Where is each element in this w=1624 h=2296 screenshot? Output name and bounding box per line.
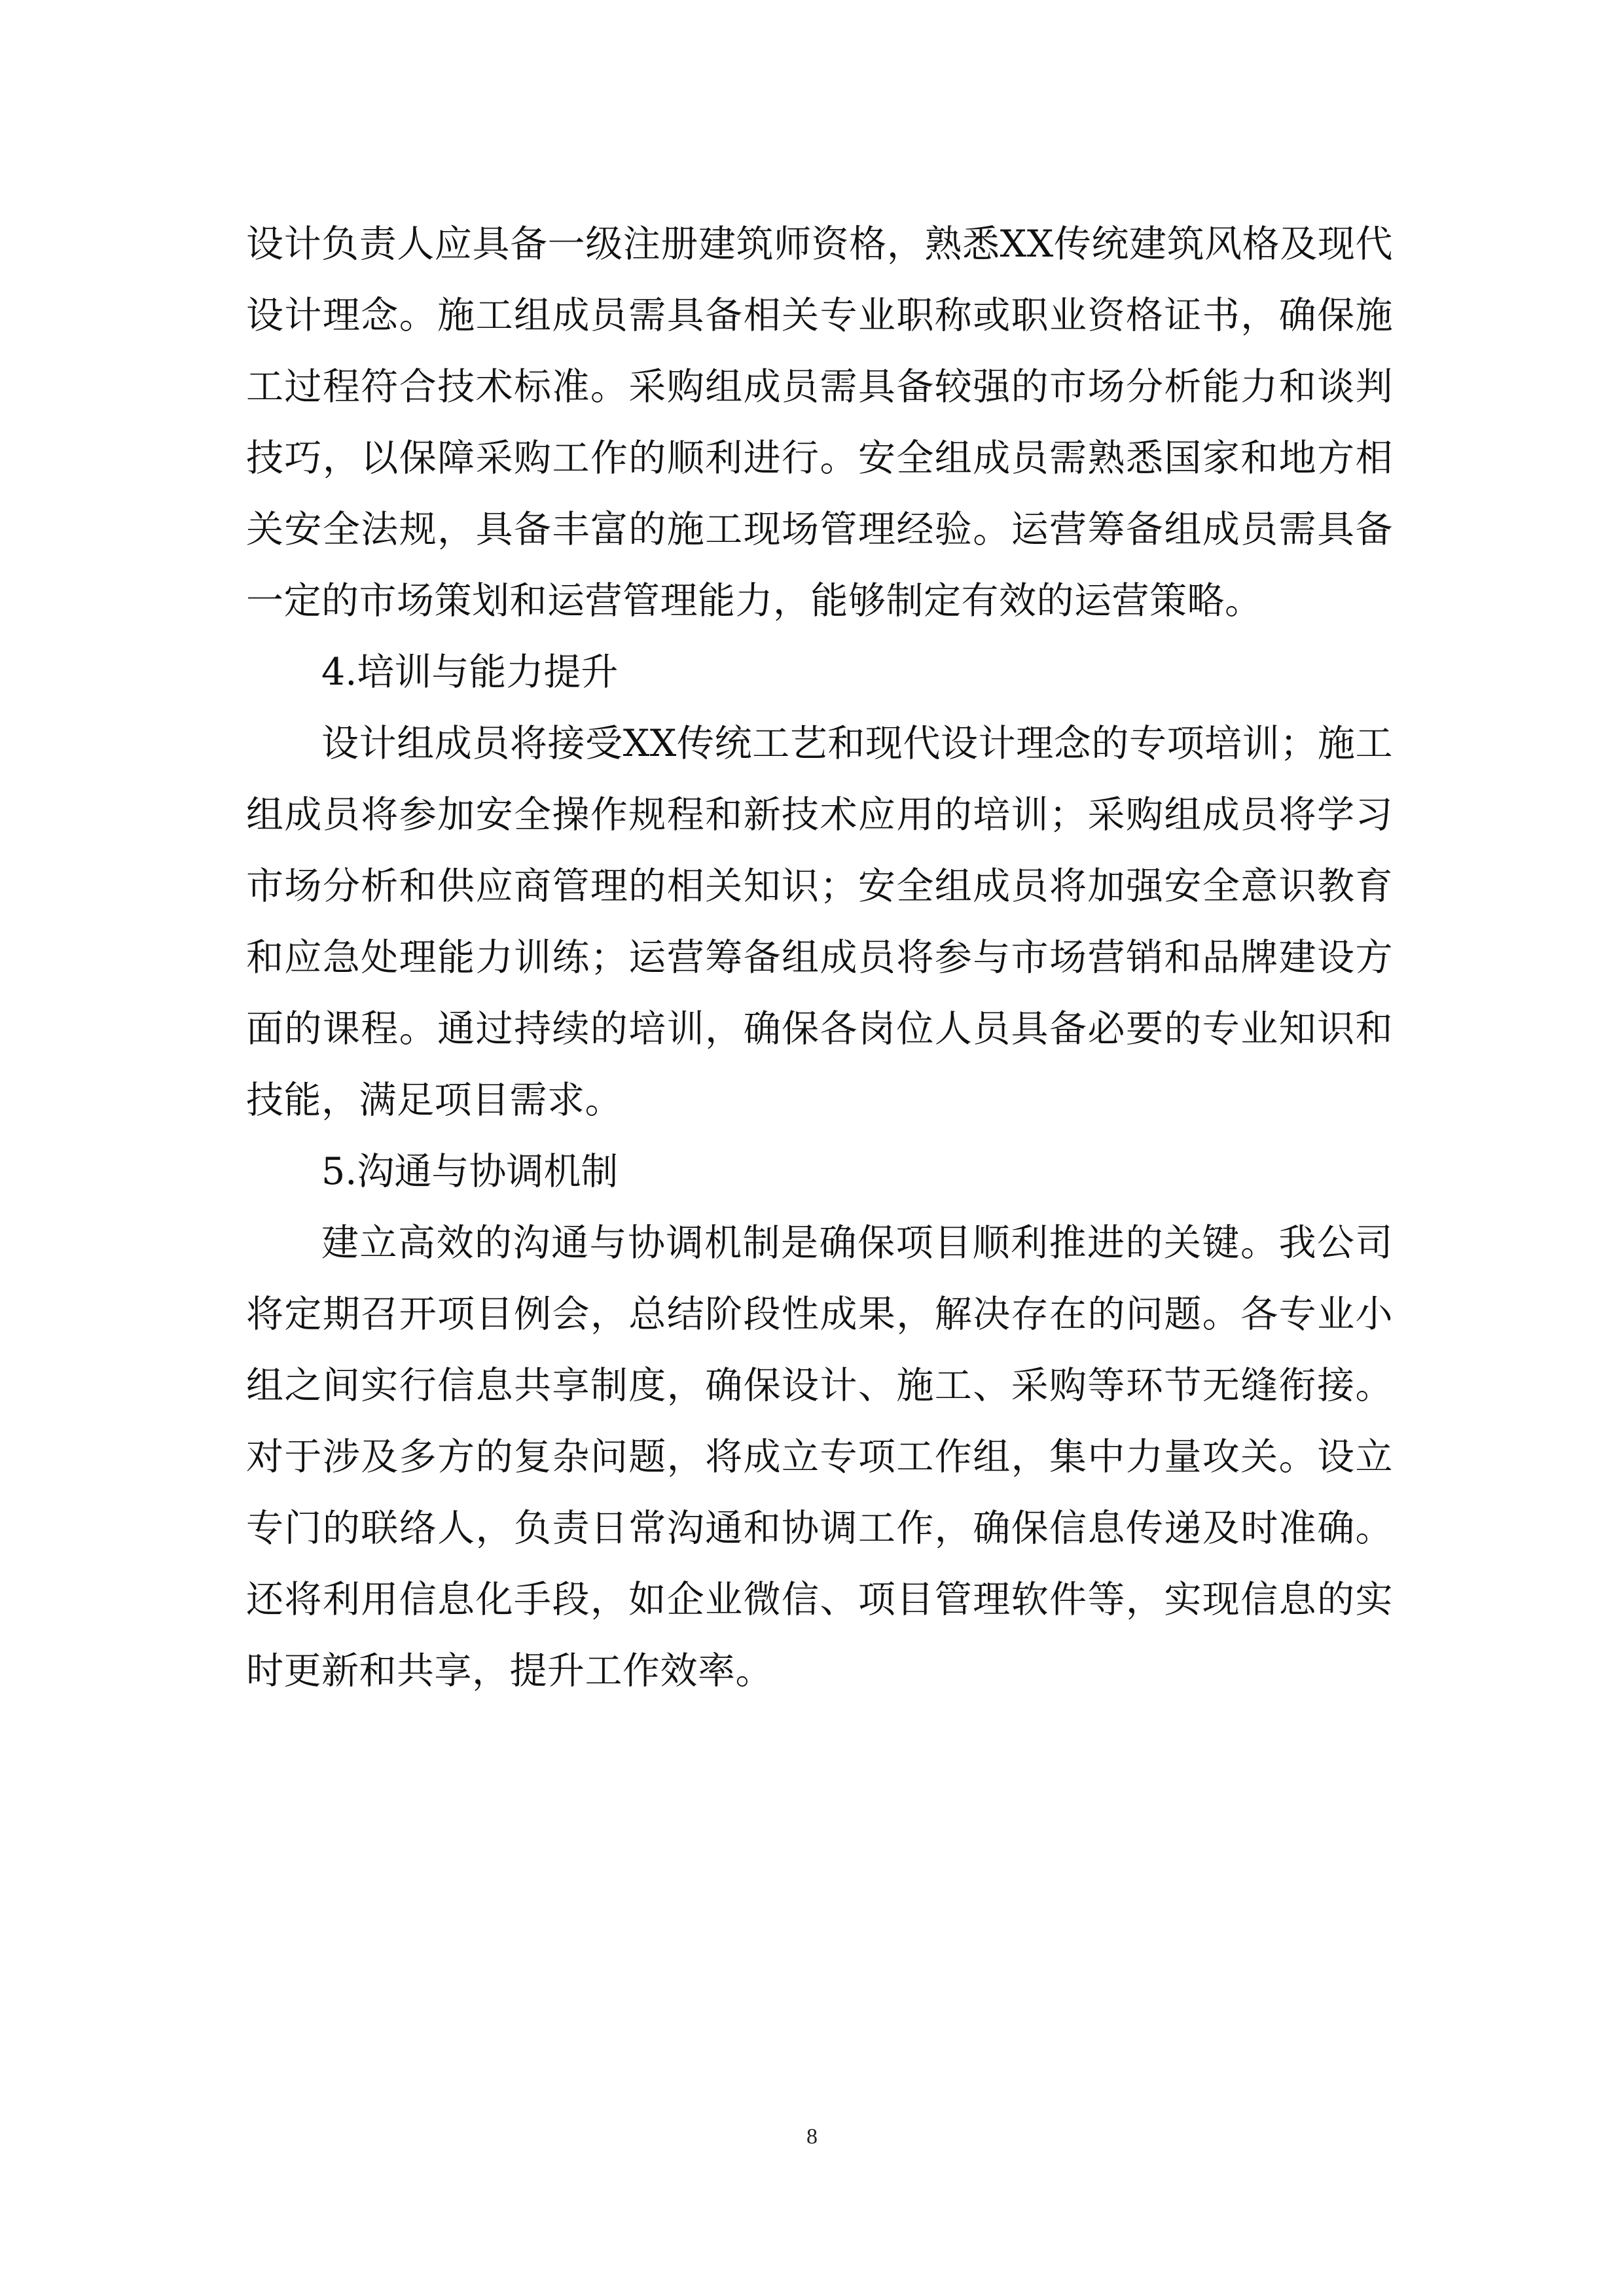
section-heading-communication: 5.沟通与协调机制	[321, 1150, 619, 1193]
paragraph-communication: 建立高效的沟通与协调机制是确保项目顺利推进的关键。我公司将定期召开项目例会，总结阶段性成果，解决存在的问题。各专业小组之间实行信息共享制度，确保设计、施工、采购等环节无缝衔接。对于涉及多方的复杂问题，将成立专项工作组，集中力量攻关。设立专门的联络人，负责日常沟通和协调工作，确保信息传递及时准确。还将利用信息化手段，如企业微信、项目管理软件等，实现信息的实时更新和共享，提升工作效率。	[246, 1221, 1393, 1693]
document-body	[246, 209, 1393, 1707]
page-number: 8	[806, 2125, 818, 2149]
section-heading-training: 4.培训与能力提升	[321, 651, 619, 694]
paragraph-qualification-requirements: 设计负责人应具备一级注册建筑师资格，熟悉XX传统建筑风格及现代设计理念。施工组成员需具备相关专业职称或职业资格证书，确保施工过程符合技术标准。采购组成员需具备较强的市场分析能力和谈判技巧，以保障采购工作的顺利进行。安全组成员需熟悉国家和地方相关安全法规，具备丰富的施工现场管理经验。运营筹备组成员需具备一定的市场策划和运营管理能力，能够制定有效的运营策略。	[246, 223, 1393, 622]
paragraph-training: 设计组成员将接受XX传统工艺和现代设计理念的专项培训；施工组成员将参加安全操作规程和新技术应用的培训；采购组成员将学习市场分析和供应商管理的相关知识；安全组成员将加强安全意识教育和应急处理能力训练；运营筹备组成员将参与市场营销和品牌建设方面的课程。通过持续的培训，确保各岗位人员具备必要的专业知识和技能，满足项目需求。	[246, 722, 1393, 1122]
